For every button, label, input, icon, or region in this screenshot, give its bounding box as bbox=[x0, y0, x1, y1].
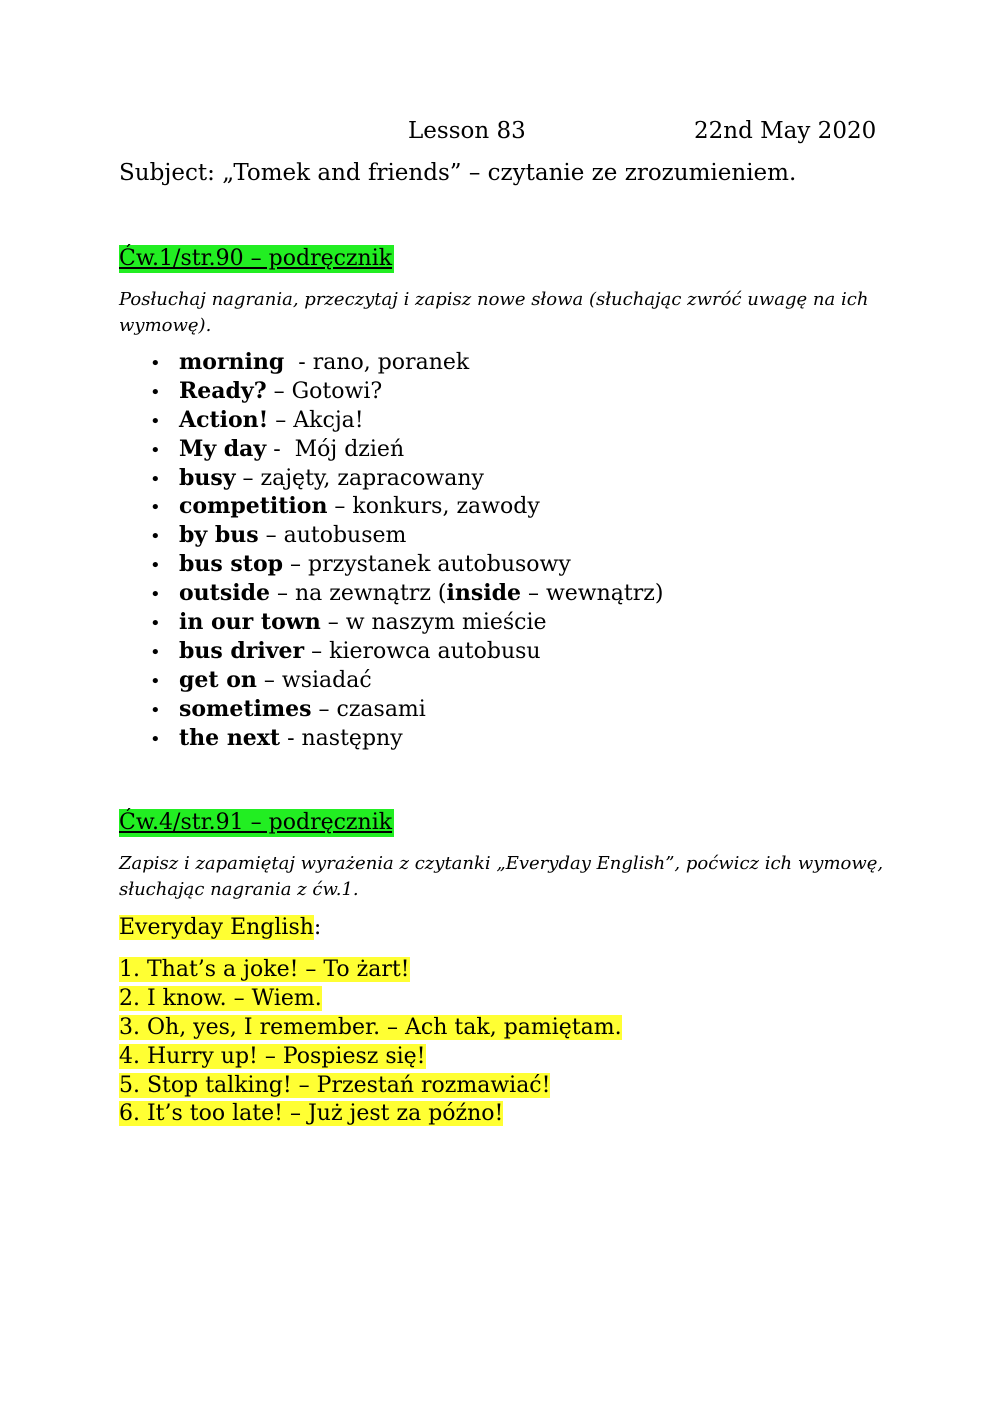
phrase-text: 3. Oh, yes, I remember. – Ach tak, pamiętam. bbox=[119, 1014, 622, 1040]
phrase-item bbox=[119, 956, 622, 985]
vocabulary-definition: – kierowca autobusu bbox=[304, 638, 541, 664]
bullet-icon: • bbox=[150, 555, 161, 577]
exercise1-heading: Ćw.1/str.90 – podręcznik bbox=[119, 246, 393, 271]
bullet-icon: • bbox=[150, 584, 161, 606]
vocabulary-definition: – przystanek autobusowy bbox=[283, 552, 571, 578]
lesson-number: Lesson 83 bbox=[408, 118, 526, 144]
vocabulary-term: My day bbox=[179, 435, 267, 462]
exercise1-instruction: Posłuchaj nagrania, przeczytaj i zapisz nowe słowa (słuchając zwróć uwagę na ich wymowę). bbox=[119, 289, 869, 336]
vocabulary-item bbox=[150, 377, 663, 406]
vocabulary-definition: – Gotowi? bbox=[266, 378, 383, 404]
bullet-icon: • bbox=[150, 497, 161, 519]
vocabulary-definition: – na zewnątrz ( bbox=[269, 581, 447, 607]
vocabulary-term: outside bbox=[179, 580, 270, 607]
phrase-item bbox=[119, 1014, 622, 1043]
vocabulary-definition: - następny bbox=[280, 725, 403, 751]
vocabulary-definition: – w naszym mieście bbox=[320, 610, 547, 636]
lesson-subject: Subject: „Tomek and friends” – czytanie ze zrozumieniem. bbox=[119, 160, 797, 186]
vocabulary-term: competition bbox=[179, 493, 328, 520]
everyday-english-colon: : bbox=[313, 915, 322, 940]
vocabulary-item bbox=[150, 608, 663, 637]
exercise4-heading: Ćw.4/str.91 – podręcznik bbox=[119, 810, 393, 835]
phrase-text: 4. Hurry up! – Pospiesz się! bbox=[119, 1043, 426, 1069]
vocabulary-definition: – autobusem bbox=[258, 523, 407, 549]
vocabulary-term: Action! bbox=[179, 406, 269, 433]
vocabulary-definition: – Akcja! bbox=[268, 407, 364, 433]
phrase-text: 2. I know. – Wiem. bbox=[119, 985, 322, 1011]
vocabulary-definition: – konkurs, zawody bbox=[327, 494, 540, 520]
vocabulary-term: the next bbox=[179, 724, 281, 751]
vocabulary-definition: – wsiadać bbox=[256, 667, 372, 693]
exercise4-instruction: Zapisz i zapamiętaj wyrażenia z czytanki „Everyday English”, poćwicz ich wymowę, słuchając nagrania z ćw.1. bbox=[119, 853, 884, 900]
everyday-english-label bbox=[119, 914, 321, 942]
vocabulary-term: get on bbox=[179, 666, 257, 693]
vocabulary-item bbox=[150, 550, 663, 579]
bullet-icon: • bbox=[150, 353, 161, 374]
vocabulary-item bbox=[150, 464, 663, 493]
bullet-icon: • bbox=[150, 468, 161, 490]
vocabulary-term: busy bbox=[179, 464, 236, 491]
vocabulary-list bbox=[150, 348, 663, 752]
bullet-icon: • bbox=[150, 641, 161, 663]
bullet-icon: • bbox=[150, 381, 161, 403]
vocabulary-definition: – zajęty, zapracowany bbox=[235, 465, 484, 491]
vocabulary-term: in our town bbox=[179, 609, 321, 636]
vocabulary-item bbox=[150, 406, 663, 435]
bullet-icon: • bbox=[150, 410, 161, 432]
vocabulary-item bbox=[150, 435, 663, 464]
bullet-icon: • bbox=[150, 613, 161, 635]
bullet-icon: • bbox=[150, 526, 161, 548]
bullet-icon: • bbox=[150, 699, 161, 721]
lesson-date: 22nd May 2020 bbox=[694, 118, 877, 144]
bullet-icon: • bbox=[150, 439, 161, 461]
vocabulary-item bbox=[150, 579, 663, 608]
vocabulary-item bbox=[150, 348, 663, 377]
vocabulary-item bbox=[150, 724, 663, 753]
phrase-list bbox=[119, 956, 622, 1129]
vocabulary-definition: - rano, poranek bbox=[284, 350, 470, 375]
vocabulary-item bbox=[150, 666, 663, 695]
phrase-text: 6. It’s too late! – Już jest za późno! bbox=[119, 1101, 504, 1127]
vocabulary-definition: – czasami bbox=[311, 696, 426, 722]
vocabulary-definition: - Mój dzień bbox=[266, 436, 405, 462]
vocabulary-term: by bus bbox=[179, 522, 259, 549]
phrase-item bbox=[119, 1072, 622, 1101]
vocabulary-term: Ready? bbox=[179, 377, 267, 404]
vocabulary-term: bus stop bbox=[179, 551, 284, 578]
vocabulary-item bbox=[150, 695, 663, 724]
phrase-item bbox=[119, 985, 622, 1014]
bullet-icon: • bbox=[150, 670, 161, 692]
vocabulary-term: inside bbox=[446, 580, 521, 607]
vocabulary-term: sometimes bbox=[179, 695, 312, 722]
vocabulary-term: bus driver bbox=[179, 637, 305, 664]
vocabulary-item bbox=[150, 521, 663, 550]
vocabulary-term: morning bbox=[179, 349, 285, 375]
phrase-item bbox=[119, 1043, 622, 1072]
bullet-icon: • bbox=[150, 728, 161, 750]
phrase-text: 5. Stop talking! – Przestań rozmawiać! bbox=[119, 1072, 551, 1098]
vocabulary-item bbox=[150, 492, 663, 521]
everyday-english-title: Everyday English bbox=[119, 915, 314, 940]
phrase-text: 1. That’s a joke! – To żart! bbox=[119, 957, 410, 982]
vocabulary-item bbox=[150, 637, 663, 666]
phrase-item bbox=[119, 1100, 622, 1129]
vocabulary-definition: – wewnątrz) bbox=[520, 581, 664, 607]
